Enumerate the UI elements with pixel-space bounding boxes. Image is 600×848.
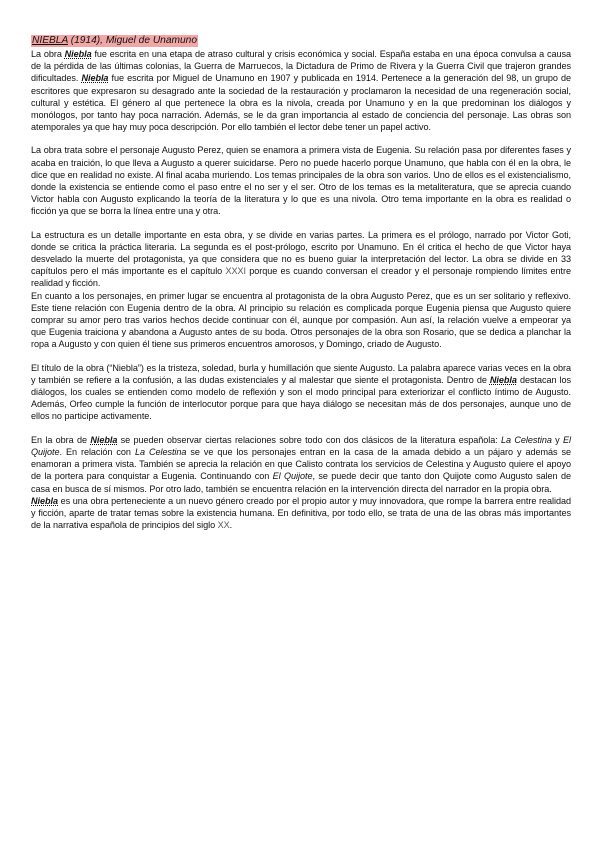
text-segment: se pueden observar ciertas relaciones sobre todo con dos clásicos de la literatura española: — [117, 434, 502, 445]
text-segment: y — [551, 434, 563, 445]
cited-work: El Quijote — [272, 471, 313, 482]
paragraph-characters — [31, 290, 571, 351]
title-work: NIEBLA — [32, 35, 68, 46]
text-segment: . En relación con — [59, 446, 135, 457]
cited-work: La Celestina — [501, 434, 552, 445]
text-segment: es una obra perteneciente a un nuevo género creado por el propio autor y muy innovadora, que rompe la barrera entre realidad y ficción, aparte de tratar temas sobre la existencia humana. En definitiva, por todo ello, se trata de una de las obras más importantes de la narrativa española de principios del siglo — [31, 495, 571, 531]
title-rest: (1914), Miguel de Unamuno — [67, 35, 197, 46]
text-segment: La obra trata sobre el personaje Augusto Perez, quien se enamora a primera vista de Eugenia. Su relación pasa por diferentes fases y acaba en traición, lo que lleva a Augusto a querer suicidarse. Pero no puede hacerlo porque Unamuno, que habla con él en la obra, le dice que en realidad no existe. Al final acaba muriendo. Los temas principales de la obra son varios. Uno de ellos es el existencialismo, donde la existencia se entiende como el paso entre el no ser y el ser. Otro de los temas es la metaliteratura, que se aprecia cuando Victor habla con Augusto explicando la teoría de la literatura y lo que es una nivola. Otro tema importante en la obra es realidad o ficción ya que se borra la línea entre una y otra. — [31, 145, 571, 217]
work-title-ref: Niebla — [90, 434, 118, 445]
text-segment: El título de la obra (“Niebla”) es la tristeza, soledad, burla y humillación que siente Augusto. La palabra aparece varias veces en la obra y también se refiere a la confusión, a las dudas existenciales y al malestar que siente el protagonista. Dentro de — [31, 362, 571, 385]
text-segment: La obra — [31, 49, 65, 59]
text-segment: se ve que los personajes entran en la casa de la amada debido a un pájaro y además se enamoran a primera vista. También se aprecia la relación en que Calisto contrata los servicios de Celestina y Augusto quiere el apoyo de la portera para conquistar a Eugenia. Continuando con — [31, 446, 572, 482]
document-title — [31, 35, 198, 47]
cited-work: El Quijote — [31, 434, 571, 457]
text-segment: destacan los diálogos, los cuales se entienden como modelo de reflexión y son el modo principal para exteriorizar el conflicto íntimo de Augusto. Además, Orfeo cumple la función de interlocutor porque para que haya diálogo se necesitan más de dos personajes, aunque uno de ellos no participe activamente. — [31, 374, 571, 422]
work-title-ref: Niebla — [64, 49, 92, 59]
text-segment: En la obra de — [31, 434, 91, 445]
text-segment: porque es cuando conversan el creador y el personaje rompiendo límites entre realidad y ficción. — [31, 266, 571, 289]
paragraph-context — [31, 48, 571, 133]
paragraph-structure — [31, 229, 571, 290]
paragraph-title-meaning — [31, 362, 571, 423]
text-segment: XX — [217, 520, 230, 531]
text-segment: XXXI — [225, 266, 246, 277]
paragraph-intertextuality — [31, 434, 571, 495]
paragraph-conclusion — [31, 495, 571, 532]
work-title-ref: Niebla — [31, 495, 58, 506]
text-segment: La estructura es un detalle importante en esta obra, y se divide en varias partes. La primera es el prólogo, narrado por Victor Goti, donde se critica la práctica literaria. La segunda es el post-prólogo, escrito por Unamuno. En él critica el hecho de que Victor haya desvelado la muerte del protagonista, ya que considera que no es bueno guiar la interpretación del lector. La obra se divide en 33 capítulos pero el más importante es el capítulo — [31, 229, 571, 277]
text-segment: fue escrita por Miguel de Unamuno en 1907 y publicada en 1914. Pertenece a la generación del 98, un grupo de escritores que expresaron su desagrado ante la sociedad de la restauración y proclamaron la necesidad de una regeneración social, cultural y estética. El género al que pertenece la obra es la nivola, creada por Unamuno y en la que predominan los diálogos y monólogos, por tanto hay poca narración. Además, se le da gran importancia al estado de conciencia del personaje. Las obras son atemporales ya que hay muy poca descripción. Por ello también el lector debe tener un papel activo. — [31, 73, 571, 133]
text-segment: En cuanto a los personajes, en primer lugar se encuentra al protagonista de la obra Augusto Perez, que es un ser solitario y reflexivo. Este tiene relación con Eugenia dentro de la obra. Al principio su relación es complicada porque Eugenia piensa que Augusto quiere comprar su amor pero tras varios hechos decide continuar con él, aunque por compasión. Aun así, la relación vuelve a empeorar ya que Eugenia traiciona y abandona a Augusto antes de su boda. Otros personajes de la obra son Rosario, que se dedica a planchar la ropa a Augusto y con quien él tiene sus primeros encuentros amorosos, y Domingo, criado de Augusto. — [31, 290, 571, 350]
paragraph-plot — [31, 144, 571, 217]
cited-work: La Celestina — [134, 446, 187, 457]
text-segment: , se puede decir que tanto don Quijote como Augusto salen de casa en busca de sí mismos. Por otro lado, también se encuentra relación en la intervención directa del narrador en la propia obra. — [31, 471, 571, 494]
text-segment: fue escrita en una etapa de atraso cultural y crisis económica y social. España estaba en una época convulsa a causa de la pérdida de las últimas colonias, la Guerra de Marruecos, la Dictadura de Primo de Rivera y la Guerra Civil que trajeron grandes dificultades. — [31, 49, 571, 84]
text-segment: . — [229, 520, 233, 531]
work-title-ref: Niebla — [81, 73, 109, 84]
work-title-ref: Niebla — [489, 374, 517, 385]
